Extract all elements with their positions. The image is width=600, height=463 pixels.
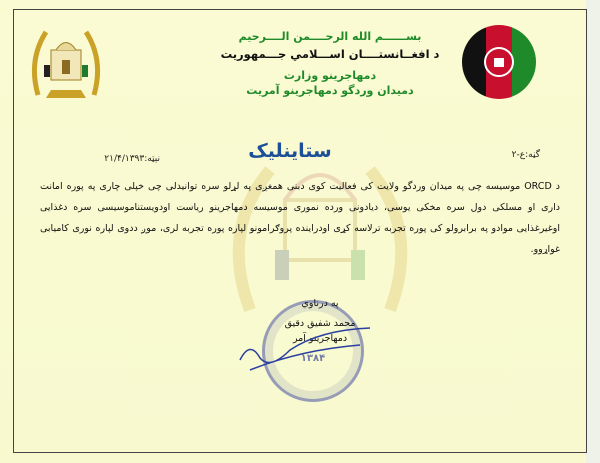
document-body: د ORCD موسیسه چی په میدان وردگو ولایت کی فعالیت کوی دبنی همغږی په لړلو سره توانیدلی چی خپلی چاری په پوره امانت داری او مسلکی دول سره مخکی یوسی، دیادونی ورده نموری موسیسه دمهاجرینو ریاست اودویستناموسیسی سره دغذایی اوغیرغذایی موادو په برابرولو کی پوره تجربه ترلاسه کړی اودراینده پروګرامونو لپاره پوره تجربه لری، موږ ددوی لپاره نوری کامیابی غواړوو. [40, 181, 560, 255]
afghanistan-emblem-icon [26, 20, 106, 110]
basmala: بســــــم الله الرحــــمن الــــرحيم [238, 30, 422, 43]
closing-regards: په درناوي [301, 298, 339, 309]
signature-icon [230, 320, 380, 380]
document-date: نېټه:۲۱/۴/۱۳۹۳ [104, 154, 160, 164]
signatory-name: محمد شفیق دقیق [284, 318, 356, 329]
document-title: ستاینلیک [248, 140, 332, 162]
scan-margin [586, 0, 600, 463]
signatory-position: دمهاجرینو آمر [292, 333, 348, 344]
directorate-name: دميدان وردگو دمهاجرينو آمريت [246, 84, 414, 97]
ministry-name: دمهاجرينو وزارت [283, 69, 377, 82]
country-name: د افغــانستــــان اســـلامي جـــمهوريت [220, 47, 440, 61]
stamp-year: ۱۳۸۴ [300, 353, 326, 364]
document-number: گڼه:ع-۲ [511, 150, 540, 160]
